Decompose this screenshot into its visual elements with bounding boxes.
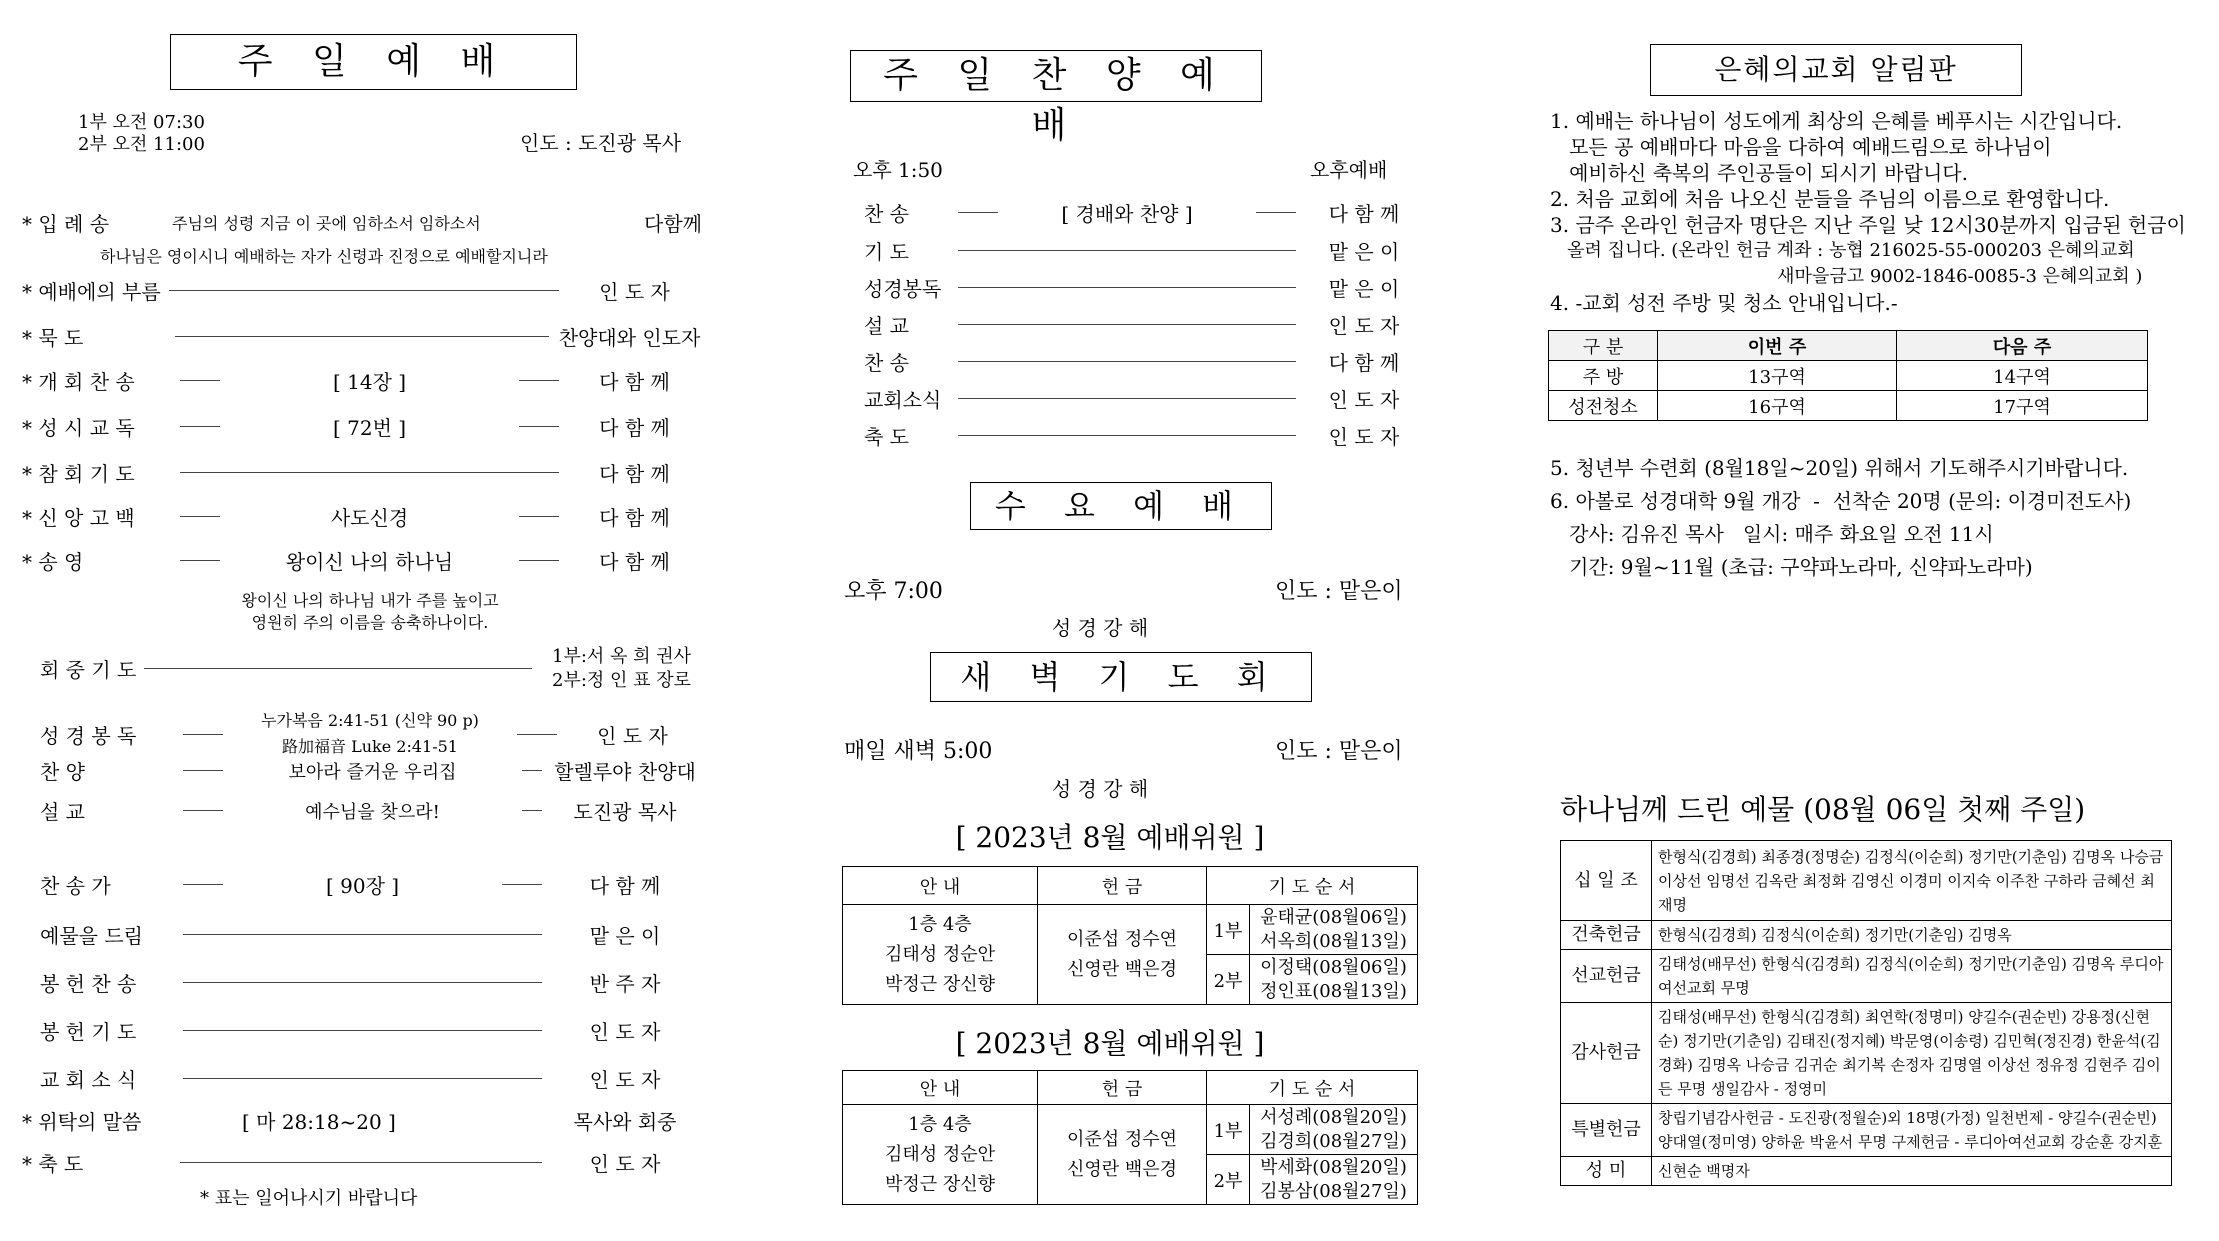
leader-line <box>522 810 542 811</box>
leader-line <box>519 560 559 561</box>
bible-reference-cn: 路加福音 Luke 2:41-51 <box>282 737 458 756</box>
offering-names: 김태성(배무선) 한형식(김경희) 최연학(정명미) 양길수(권순빈) 강용정(신현순) 정기만(기춘임) 김태진(정지혜) 박문영(이송령) 김민혁(정진경) 한윤석(김경화) 김명옥 나승금 김귀순 최기복 손정자 김명열 이상선 정유정 김현주 김이든 무명 생일감사 - 정영미 <box>1652 1003 2172 1104</box>
notice-line: 4. -교회 성전 주방 및 청소 안내입니다.- <box>1550 291 1898 315</box>
order-label: 설 교 <box>40 800 85 824</box>
leader-line <box>958 361 1296 362</box>
leader-line <box>183 934 542 935</box>
order-row <box>22 502 702 531</box>
song-lyrics-1: 왕이신 나의 하나님 내가 주를 높이고 <box>241 591 499 610</box>
notice-line: 강사: 김유진 목사 일시: 매주 화요일 오전 11시 <box>1550 522 1994 546</box>
order-performer: 인 도 자 <box>597 723 668 748</box>
notice-line: 3. 금주 온라인 헌금자 명단은 지난 주일 낮 12시30분까지 입금된 헌금이 <box>1550 213 2186 237</box>
wednesday-subtitle: 성 경 강 해 <box>1051 616 1149 640</box>
offering-names: 신영란 백은경 <box>1066 1158 1178 1180</box>
leader-line <box>183 1078 542 1079</box>
order-detail: [ 14장 ] <box>332 370 407 394</box>
order-performer: 인 도 자 <box>589 1152 661 1176</box>
wednesday-service-title: 수 요 예 배 <box>970 482 1272 530</box>
prayer-names <box>1250 1155 1418 1205</box>
order-row <box>22 412 702 441</box>
clean-cell: 성전청소 <box>1549 391 1658 421</box>
entrance-subtext: 하나님은 영이시니 예배하는 자가 신령과 진정으로 예배할지니라 <box>100 247 548 266</box>
offering-names: 신영란 백은경 <box>1066 958 1178 980</box>
notice-list <box>1550 108 2210 316</box>
standing-footnote: * 표는 일어나시기 바랍니다 <box>200 1188 418 1209</box>
order-label: 성경봉독 <box>864 277 942 301</box>
prayer-name: 이정택(08월06일) <box>1260 956 1407 978</box>
praise-order-row <box>864 198 1424 227</box>
header-guide: 안 내 <box>843 867 1038 905</box>
service-time-1: 1부 오전 07:30 <box>78 112 205 133</box>
offering-names: 이준섭 정수연 <box>1066 1128 1178 1150</box>
guide-names: 김태성 정순안 <box>884 1143 996 1165</box>
notice-board-title: 은혜의교회 알림판 <box>1650 44 2022 96</box>
leader-line <box>958 324 1296 325</box>
column-notice-board <box>1530 0 2219 1241</box>
order-detail <box>231 708 509 760</box>
guide-names: 박정근 장신향 <box>884 1173 996 1195</box>
order-performer: 인 도 자 <box>589 1020 661 1044</box>
order-label: * 성 시 교 독 <box>22 416 135 440</box>
order-detail: 주님의 성령 지금 이 곳에 임하소서 임하소서 <box>172 214 481 233</box>
header-prayer: 기 도 순 서 <box>1207 867 1418 905</box>
order-label: 봉 헌 찬 송 <box>40 972 137 996</box>
guide-floors: 1층 4층 <box>908 1113 972 1135</box>
order-performer: 목사와 회중 <box>573 1110 677 1134</box>
order-performer: 다 함 께 <box>599 370 670 394</box>
prayer-name: 서성례(08월20일) <box>1260 1106 1407 1128</box>
praise-order-row <box>864 310 1424 339</box>
leader-line <box>519 380 559 381</box>
offering-names: 김태성(배무선) 한형식(김경희) 김정식(이순희) 정기만(기춘임) 김명옥 루디아여선교회 무명 <box>1652 950 2172 1003</box>
order-label: 교회소식 <box>864 388 942 412</box>
roster-title-1: [ 2023년 8월 예배위원 ] <box>955 821 1265 854</box>
order-detail: [ 마 28:18~20 ] <box>242 1110 396 1134</box>
dawn-leader: 인도 : 맡은이 <box>1275 739 1403 764</box>
leader-line <box>183 884 223 885</box>
order-performer: 다 함 께 <box>599 506 670 530</box>
order-row <box>22 366 702 395</box>
prayer-names <box>1250 1105 1418 1155</box>
order-detail: 사도신경 <box>330 506 409 530</box>
song-lyrics-2: 영원히 주의 이름을 송축하나이다. <box>251 613 489 632</box>
order-label: 회 중 기 도 <box>40 658 137 682</box>
order-label: 찬 송 <box>864 351 909 375</box>
order-label: 축 도 <box>864 425 909 449</box>
order-performer: 다 함 께 <box>589 874 661 898</box>
offering-type: 십 일 조 <box>1561 841 1652 921</box>
order-label: 찬 송 가 <box>40 874 111 898</box>
offering-type: 특별헌금 <box>1561 1104 1652 1157</box>
offering-names: 이준섭 정수연 <box>1066 928 1178 950</box>
part-label: 1부 <box>1207 1105 1250 1155</box>
clean-cell: 17구역 <box>1897 391 2148 421</box>
leader-line <box>519 516 559 517</box>
order-label: 찬 송 <box>864 202 909 226</box>
leader-line <box>183 1030 542 1031</box>
prayer-name: 김경희(08월27일) <box>1260 1130 1407 1152</box>
order-detail: 보아라 즐거운 우리집 <box>288 761 457 783</box>
order-label: 교 회 소 식 <box>40 1068 137 1092</box>
order-row-sermon <box>40 796 700 825</box>
order-label: * 참 회 기 도 <box>22 462 135 486</box>
notice-line: 모든 공 예배마다 마음을 다하여 예배드림으로 하나님이 <box>1550 135 2052 159</box>
order-row <box>40 1064 700 1093</box>
order-label: * 위탁의 말씀 <box>22 1110 142 1134</box>
order-performer: 반 주 자 <box>589 972 661 996</box>
leader-line <box>180 1162 542 1163</box>
order-row <box>22 1106 700 1135</box>
order-performer: 맡 은 이 <box>1328 277 1400 301</box>
leader-line <box>958 287 1296 288</box>
guide-names: 김태성 정순안 <box>884 943 996 965</box>
guide-names: 박정근 장신향 <box>884 973 996 995</box>
header-offering: 헌 금 <box>1038 867 1207 905</box>
offering-names: 한형식(김경희) 김정식(이순희) 정기만(기춘임) 김명옥 <box>1652 921 2172 950</box>
clean-header: 구 분 <box>1549 331 1658 361</box>
leader-line <box>958 212 998 213</box>
order-row <box>22 322 702 351</box>
offering-table <box>1560 840 2172 1186</box>
offering-list-title: 하나님께 드린 예물 (08월 06일 첫째 주일) <box>1560 793 2086 826</box>
order-label: * 송 영 <box>22 550 84 574</box>
order-label: 기 도 <box>864 240 909 264</box>
order-row <box>22 276 702 305</box>
leader-line <box>183 734 223 735</box>
bible-reference-kr: 누가복음 2:41-51 (신약 90 p) <box>261 711 479 730</box>
prayer-names <box>1250 905 1418 955</box>
offering-type: 건축헌금 <box>1561 921 1652 950</box>
part-label: 1부 <box>1207 905 1250 955</box>
service-leader: 인도 : 도진광 목사 <box>520 131 682 155</box>
leader-line <box>183 770 223 771</box>
leader-line <box>175 336 549 337</box>
order-performer: 인 도 자 <box>589 1068 661 1092</box>
order-row-bible <box>40 708 700 760</box>
offering-cell <box>1038 905 1207 1005</box>
leader-line <box>183 982 542 983</box>
notice-list-2 <box>1550 452 2210 584</box>
order-row <box>22 458 702 487</box>
order-performer: 인 도 자 <box>1328 388 1400 412</box>
order-detail: [ 90장 ] <box>325 874 400 898</box>
header-offering: 헌 금 <box>1038 1071 1207 1105</box>
offering-names: 한형식(김경희) 최종경(정명순) 김정식(이순희) 정기만(기춘임) 김명옥 나승금 이상선 임명선 김옥란 최정화 김영신 이경미 이지숙 이주찬 구하라 금혜선 최재명 <box>1652 841 2172 921</box>
service-time-2: 2부 오전 11:00 <box>78 134 205 155</box>
order-row <box>40 1016 700 1045</box>
order-row <box>22 208 702 237</box>
praise-service-title: 주 일 찬 양 예 배 <box>850 50 1262 102</box>
sunday-service-title: 주 일 예 배 <box>170 34 577 90</box>
leader-line <box>180 380 220 381</box>
leader-line <box>958 435 1296 436</box>
cleaning-table <box>1548 330 2148 421</box>
prayer-names <box>1250 955 1418 1005</box>
prayer-name: 정인표(08월13일) <box>1260 980 1407 1002</box>
order-label: * 개 회 찬 송 <box>22 370 135 394</box>
praise-order-row <box>864 384 1424 413</box>
header-guide: 안 내 <box>843 1071 1038 1105</box>
order-label: * 묵 도 <box>22 326 84 350</box>
order-detail: [ 경배와 찬양 ] <box>1061 202 1193 226</box>
offering-type: 선교헌금 <box>1561 950 1652 1003</box>
order-performer: 인 도 자 <box>599 280 670 304</box>
order-performer: 인 도 자 <box>1328 314 1400 338</box>
offering-names: 신현순 백명자 <box>1652 1157 2172 1186</box>
prayer-name: 윤태균(08월06일) <box>1260 906 1407 928</box>
notice-line: 새마을금고 9002-1846-0085-3 은혜의교회 ) <box>1760 266 2143 287</box>
guide-cell <box>843 1105 1038 1205</box>
offering-type: 감사헌금 <box>1561 1003 1652 1104</box>
prayer-name: 박세화(08월20일) <box>1260 1156 1407 1178</box>
prayer-name: 김봉삼(08월27일) <box>1260 1180 1407 1202</box>
dawn-time: 매일 새벽 5:00 <box>844 739 993 764</box>
leader-line <box>180 426 220 427</box>
part-label: 2부 <box>1207 1155 1250 1205</box>
order-label: * 예배에의 부름 <box>22 280 161 304</box>
order-row <box>40 968 700 997</box>
order-row <box>40 870 700 899</box>
clean-header: 이번 주 <box>1658 331 1897 361</box>
order-label: * 축 도 <box>22 1152 84 1176</box>
order-performer: 인 도 자 <box>1328 425 1400 449</box>
notice-line: 1. 예배는 하나님이 성도에게 최상의 은혜를 베푸시는 시간입니다. <box>1550 109 2123 133</box>
prayer-name: 서옥희(08월13일) <box>1260 930 1407 952</box>
notice-line: 기간: 9월~11월 (초급: 구약파노라마, 신약파노라마) <box>1550 555 2033 579</box>
leader-line <box>183 810 223 811</box>
order-performer: 다 함 께 <box>599 462 670 486</box>
praise-service-name: 오후예배 <box>1310 158 1388 182</box>
order-performer: 할렐루야 찬양대 <box>554 760 696 784</box>
clean-cell: 14구역 <box>1897 361 2148 391</box>
clean-cell: 주 방 <box>1549 361 1658 391</box>
leader-line <box>522 770 542 771</box>
notice-line: 5. 청년부 수련회 (8월18일~20일) 위해서 기도해주시기바랍니다. <box>1550 456 2129 480</box>
guide-floors: 1층 4층 <box>908 913 972 935</box>
leader-line <box>958 398 1296 399</box>
roster-title-2: [ 2023년 8월 예배위원 ] <box>955 1027 1265 1060</box>
leader-line <box>180 472 559 473</box>
dawn-subtitle: 성 경 강 해 <box>1051 777 1149 801</box>
wednesday-leader: 인도 : 맡은이 <box>1275 579 1403 604</box>
order-label: 찬 양 <box>40 760 85 784</box>
roster-table-1 <box>842 866 1418 1005</box>
leader-line <box>180 560 220 561</box>
leader-line <box>144 668 532 669</box>
clean-cell: 13구역 <box>1658 361 1897 391</box>
order-performer: 다 함 께 <box>599 416 670 440</box>
leader-line <box>502 884 542 885</box>
order-label: 예물을 드림 <box>40 924 143 948</box>
order-performer: 다 함 께 <box>1328 351 1400 375</box>
order-row <box>22 1148 700 1177</box>
order-performer: 다 함 께 <box>599 550 670 574</box>
dawn-prayer-title: 새 벽 기 도 회 <box>930 652 1312 702</box>
guide-cell <box>843 905 1038 1005</box>
order-label: * 입 례 송 <box>22 212 110 236</box>
roster-table-2 <box>842 1070 1418 1205</box>
order-row <box>40 920 700 949</box>
order-performer: 맡 은 이 <box>1328 240 1400 264</box>
clean-header: 다음 주 <box>1897 331 2148 361</box>
prayer-person-2: 2부:정 인 표 장로 <box>552 670 692 691</box>
prayer-person-1: 1부:서 옥 희 권사 <box>552 646 692 667</box>
order-label: * 신 앙 고 백 <box>22 506 135 530</box>
leader-line <box>519 426 559 427</box>
offering-names: 창립기념감사헌금 - 도진광(정월순)외 18명(가정) 일천번제 - 양길수(권순빈) 양대열(정미영) 양하윤 박윤서 무명 구제헌금 - 루디아여선교회 강순훈 강지훈 <box>1652 1104 2172 1157</box>
praise-order-row <box>864 347 1424 376</box>
notice-line: 예비하신 축복의 주인공들이 되시기 바랍니다. <box>1550 161 1968 185</box>
notice-line: 6. 아볼로 성경대학 9월 개강 - 선착순 20명 (문의: 이경미전도사) <box>1550 489 2132 513</box>
praise-order-row <box>864 421 1424 450</box>
order-performer: 맡 은 이 <box>589 924 661 948</box>
notice-line: 2. 처음 교회에 처음 나오신 분들을 주님의 이름으로 환영합니다. <box>1550 187 2110 211</box>
order-performer: 다함께 <box>644 212 702 236</box>
column-sunday-service <box>0 0 740 1241</box>
order-detail: 예수님을 찾으라! <box>305 801 440 823</box>
leader-line <box>1256 212 1296 213</box>
column-afternoon-services <box>820 0 1440 1241</box>
leader-line <box>958 250 1296 251</box>
offering-type: 성 미 <box>1561 1157 1652 1186</box>
wednesday-time: 오후 7:00 <box>844 579 943 604</box>
offering-cell <box>1038 1105 1207 1205</box>
order-label: 성 경 봉 독 <box>40 723 137 748</box>
leader-line <box>180 516 220 517</box>
order-detail: 왕이신 나의 하나님 <box>285 550 454 574</box>
praise-order-row <box>864 236 1424 265</box>
order-performer: 다 함 께 <box>1328 202 1400 226</box>
order-row-prayer <box>40 654 540 683</box>
leader-line <box>517 734 557 735</box>
notice-line: 올려 집니다. (온라인 헌금 계좌 : 농협 216025-55-000203 은혜의교회 <box>1550 240 2135 261</box>
order-performer: 도진광 목사 <box>573 800 677 824</box>
praise-service-time: 오후 1:50 <box>853 158 943 182</box>
order-row-praise <box>40 756 700 785</box>
order-detail: [ 72번 ] <box>332 416 407 440</box>
praise-order-row <box>864 273 1424 302</box>
order-label: 봉 헌 기 도 <box>40 1020 137 1044</box>
order-performer: 찬양대와 인도자 <box>558 326 701 350</box>
part-label: 2부 <box>1207 955 1250 1005</box>
header-prayer: 기 도 순 서 <box>1207 1071 1418 1105</box>
clean-cell: 16구역 <box>1658 391 1897 421</box>
order-row <box>22 546 702 575</box>
leader-line <box>169 290 559 291</box>
order-label: 설 교 <box>864 314 909 338</box>
